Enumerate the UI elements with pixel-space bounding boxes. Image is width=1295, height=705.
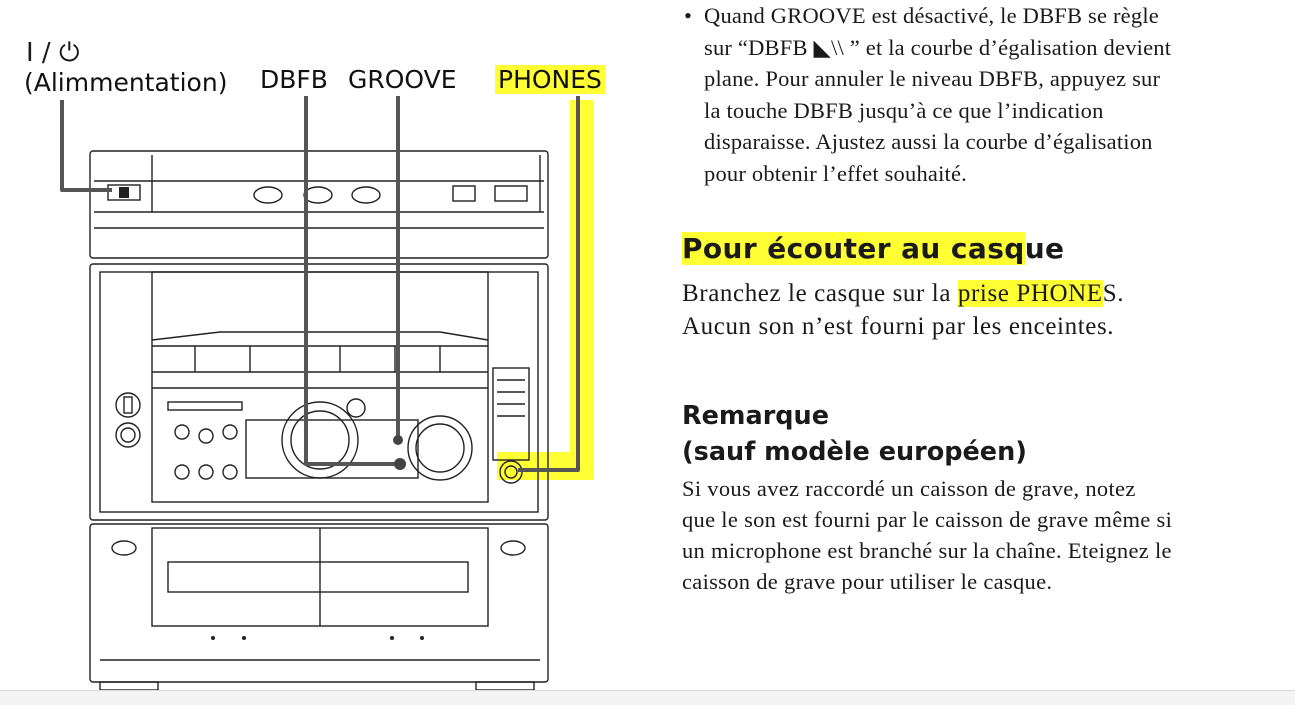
note-paragraph: [682, 473, 1282, 597]
note-line: caisson de grave pour utiliser le casque.: [682, 569, 1053, 594]
paragraph-text: Branchez le casque sur la: [682, 280, 958, 307]
note-line: Si vous avez raccordé un caisson de grave, notez: [682, 476, 1136, 501]
section-heading-rest: ue: [1024, 232, 1065, 265]
viewer-bottom-edge: [0, 690, 1295, 705]
groove-bullet: [684, 0, 1284, 189]
paragraph-text: S.: [1102, 280, 1125, 307]
top-unit: [90, 151, 548, 258]
note-heading-line: (sauf modèle européen): [682, 437, 1027, 467]
dbfb-label: DBFB: [260, 65, 328, 94]
section-heading: [682, 230, 1064, 268]
paragraph-highlight: prise PHONE: [957, 280, 1103, 307]
note-line: que le son est fourni par le caisson de grave même si: [682, 507, 1173, 532]
power-symbol-label: I / ⏻: [26, 38, 80, 68]
bottom-unit: [90, 524, 548, 682]
bullet-line: plane. Pour annuler le niveau DBFB, appuyez sur: [704, 66, 1161, 91]
groove-label: GROOVE: [348, 65, 457, 94]
note-heading: [682, 398, 1027, 470]
bullet-line: pour obtenir l’effet souhaité.: [704, 160, 968, 186]
stereo-drawing: [0, 0, 640, 704]
phones-label: PHONES: [495, 65, 605, 94]
middle-unit: [90, 264, 548, 520]
bullet-marker: •: [684, 3, 693, 28]
section-heading-highlight: Pour écouter au casq: [682, 232, 1025, 265]
volume-dial: [282, 402, 358, 478]
stereo-diagram: [0, 0, 640, 704]
bullet-line: disparaisse. Ajustez aussi la courbe d’égalisation: [704, 129, 1153, 154]
bullet-line: la touche DBFB jusqu’à ce que l’indication: [704, 97, 1104, 123]
bullet-line: Quand GROOVE est désactivé, le DBFB se règle: [704, 3, 1159, 28]
headphones-paragraph: [682, 277, 1282, 343]
power-label: (Alimmentation): [24, 68, 228, 97]
bullet-line: sur “DBFB ◣\\ ” et la courbe d’égalisation devient: [704, 34, 1172, 60]
paragraph-text: Aucun son n’est fourni par les enceintes.: [682, 313, 1115, 340]
phones-leader-highlight: [570, 100, 594, 475]
note-heading-line: Remarque: [682, 401, 829, 431]
note-line: un microphone est branché sur la chaîne. Eteignez le: [682, 538, 1172, 563]
power-leader: [62, 100, 112, 190]
